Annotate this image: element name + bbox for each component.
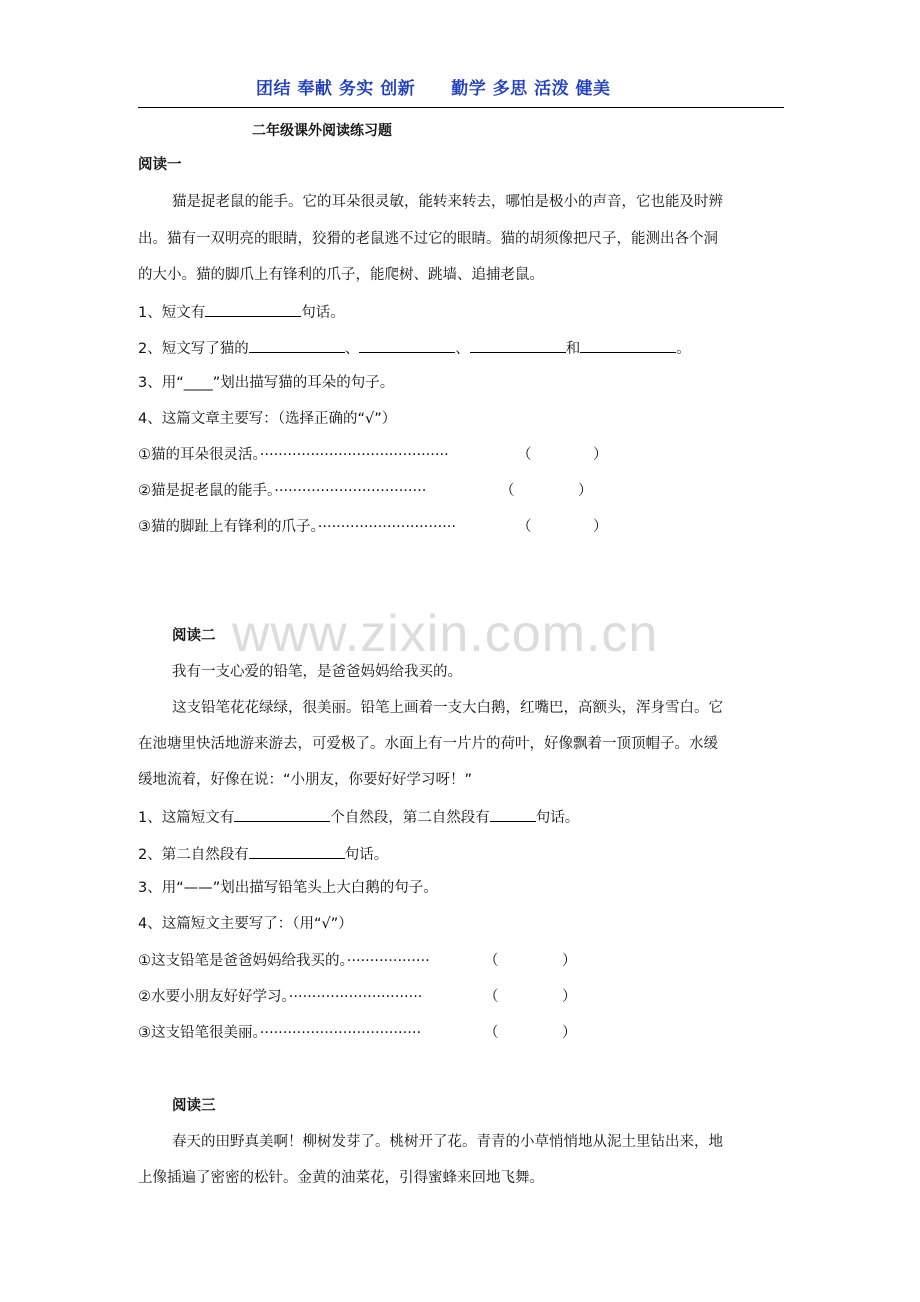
reading2-option1 xyxy=(138,951,430,971)
answer-blank[interactable] xyxy=(234,807,330,822)
paren-close: ） xyxy=(593,519,608,535)
motto-right: 勤学 多思 活泼 健美 xyxy=(451,79,611,99)
reading2-question4: 4、这篇短文主要写了：（用“√”） xyxy=(138,916,353,932)
reading2-para-line2: 这支铅笔花花绿绿，很美丽。铅笔上画着一支大白鹅，红嘴巴，高额头，浑身雪白。它 xyxy=(172,700,723,716)
reading1-option2 xyxy=(138,481,426,501)
separator: 、 xyxy=(344,341,360,357)
paren-open: （ xyxy=(517,447,532,463)
paren-open: （ xyxy=(517,519,532,535)
reading2-heading: 阅读二 xyxy=(172,628,216,644)
question-text: 2、第二自然段有 xyxy=(138,847,249,863)
question-text: 句话。 xyxy=(535,810,580,826)
document-title: 二年级课外阅读练习题 xyxy=(252,123,392,139)
page-header xyxy=(138,72,784,102)
paren-close: ） xyxy=(578,483,593,499)
reading1-question2 xyxy=(138,338,691,359)
question-text: 2、短文写了猫的 xyxy=(138,341,249,357)
watermark: www.zixin.com.cn xyxy=(232,605,659,663)
separator: 。 xyxy=(676,341,691,357)
option-text: ②猫是捉老鼠的能手。································· xyxy=(138,483,427,499)
reading1-option3 xyxy=(138,517,456,537)
reading2-question3: 3、用“——”划出描写铅笔头上大白鹅的句子。 xyxy=(138,880,438,896)
answer-paren[interactable] xyxy=(484,987,499,1007)
reading1-heading: 阅读一 xyxy=(138,157,182,173)
reading2-para-line3: 在池塘里快活地游来游去，可爱极了。水面上有一片片的荷叶，好像飘着一顶顶帽子。水缓 xyxy=(138,736,718,752)
paren-open: （ xyxy=(500,483,515,499)
answer-blank[interactable] xyxy=(249,338,345,353)
reading2-option2 xyxy=(138,987,422,1007)
reading2-question1 xyxy=(138,807,579,828)
option-text: ②水要小朋友好好学习。····························· xyxy=(138,989,423,1005)
option-text: ③这支铅笔很美丽。··································· xyxy=(138,1025,422,1041)
question-text: 个自然段，第二自然段有 xyxy=(330,810,490,826)
paren-open: （ xyxy=(484,953,499,969)
reading1-question3: 3、用“____”划出描写猫的耳朵的句子。 xyxy=(138,375,395,391)
option-text: ③猫的脚趾上有锋利的爪子。······························ xyxy=(138,519,457,535)
answer-blank[interactable] xyxy=(359,338,455,353)
reading1-para-line2: 出。猫有一双明亮的眼睛，狡猾的老鼠逃不过它的眼睛。猫的胡须像把尺子，能测出各个洞 xyxy=(138,231,718,247)
separator: 和 xyxy=(565,341,581,357)
answer-blank[interactable] xyxy=(205,302,301,317)
answer-blank[interactable] xyxy=(470,338,566,353)
answer-paren-close xyxy=(578,481,593,501)
answer-paren-close xyxy=(562,987,577,1007)
answer-paren[interactable] xyxy=(484,1023,499,1043)
paren-close: ） xyxy=(562,953,577,969)
reading1-para-line3: 的大小。猫的脚爪上有锋利的爪子，能爬树、跳墙、追捕老鼠。 xyxy=(138,267,544,283)
reading2-para-line4: 缓地流着，好像在说：“小朋友，你要好好学习呀！” xyxy=(138,772,473,788)
option-text: ①这支铅笔是爸爸妈妈给我买的。·················· xyxy=(138,953,430,969)
reading3-para-line2: 上像插遍了密密的松针。金黄的油菜花，引得蜜蜂来回地飞舞。 xyxy=(138,1170,544,1186)
header-divider xyxy=(138,107,784,108)
answer-paren[interactable] xyxy=(484,951,499,971)
question-text: 句话。 xyxy=(344,847,389,863)
question-text: 句话。 xyxy=(301,305,345,321)
answer-paren-close xyxy=(593,445,608,465)
answer-blank[interactable] xyxy=(490,807,536,822)
paren-close: ） xyxy=(593,447,608,463)
reading1-question4: 4、这篇文章主要写：（选择正确的“√”） xyxy=(138,411,397,427)
reading2-para-line1: 我有一支心爱的铅笔，是爸爸妈妈给我买的。 xyxy=(172,664,462,680)
answer-blank[interactable] xyxy=(580,338,676,353)
option-text: ①猫的耳朵很灵活。········································· xyxy=(138,447,449,463)
answer-paren-close xyxy=(562,951,577,971)
paren-open: （ xyxy=(484,989,499,1005)
reading2-question2 xyxy=(138,844,388,865)
answer-blank[interactable] xyxy=(249,844,345,859)
separator: 、 xyxy=(455,341,470,357)
answer-paren[interactable] xyxy=(517,517,532,537)
reading1-question1 xyxy=(138,302,345,323)
school-motto xyxy=(256,74,611,99)
reading2-option3 xyxy=(138,1023,421,1043)
paren-close: ） xyxy=(562,1025,577,1041)
answer-paren[interactable] xyxy=(517,445,532,465)
paren-close: ） xyxy=(562,989,577,1005)
reading3-para-line1: 春天的田野真美啊！柳树发芽了。桃树开了花。青青的小草悄悄地从泥土里钻出来，地 xyxy=(172,1134,723,1150)
reading1-option1 xyxy=(138,445,449,465)
question-text: 1、这篇短文有 xyxy=(138,810,235,826)
reading1-para-line1: 猫是捉老鼠的能手。它的耳朵很灵敏，能转来转去，哪怕是极小的声音，它也能及时辨 xyxy=(172,194,723,210)
reading3-heading: 阅读三 xyxy=(172,1098,216,1114)
motto-left: 团结 奉献 务实 创新 xyxy=(256,79,416,99)
answer-paren-close xyxy=(562,1023,577,1043)
answer-paren-close xyxy=(593,517,608,537)
paren-open: （ xyxy=(484,1025,499,1041)
question-text: 1、短文有 xyxy=(138,305,206,321)
answer-paren[interactable] xyxy=(500,481,515,501)
